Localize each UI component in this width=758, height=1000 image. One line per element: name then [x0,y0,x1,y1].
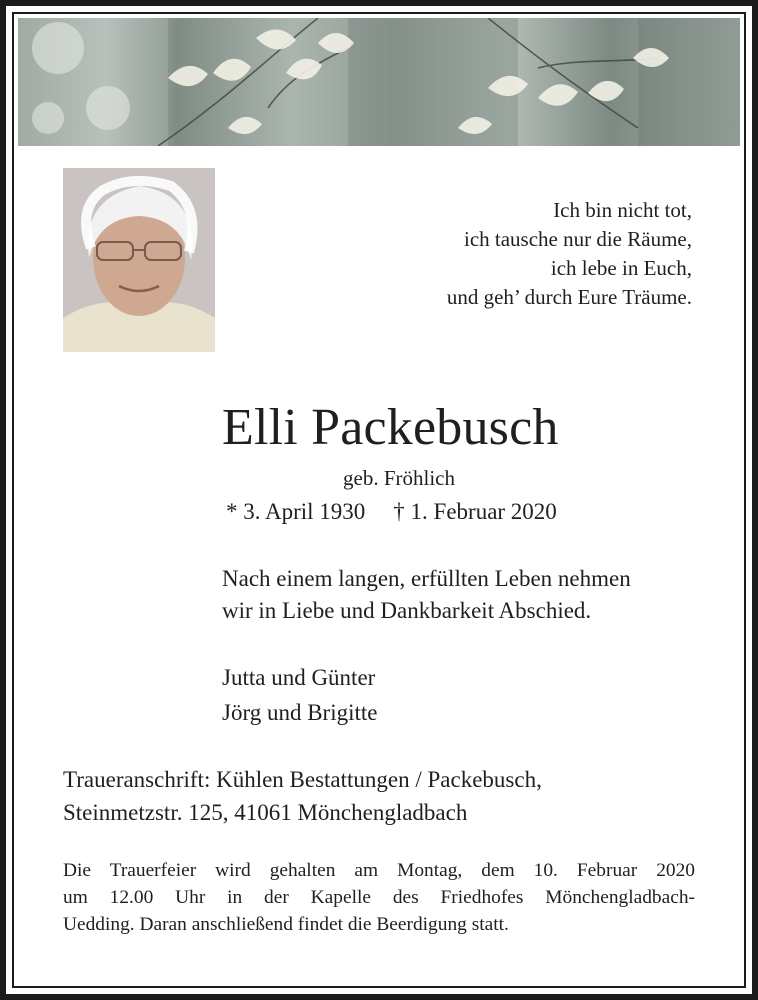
farewell-message [222,563,631,627]
poem-line: und geh’ durch Eure Träume. [446,285,692,309]
poem-quote [447,196,692,312]
family-line: Jutta und Günter [222,665,376,690]
family-names [222,660,377,730]
family-line: Jörg und Brigitte [222,700,378,725]
life-dates [226,498,557,526]
message-line: wir in Liebe und Dankbarkeit Abschied. [222,598,592,623]
death-date: † 1. Februar 2020 [393,499,557,524]
birth-name: geb. Fröhlich [343,466,455,490]
poem-line: Ich bin nicht tot, [553,198,692,222]
poem-line: ich lebe in Euch, [550,256,692,280]
address-line: Traueranschrift: Kühlen Bestattungen / Packebusch, [63,767,542,792]
service-line: Die Trauerfeier wird gehalten am Montag, dem 10. Februar 2020 [63,860,695,881]
funeral-service-info [63,857,695,938]
poem-line: ich tausche nur die Räume, [463,227,692,251]
message-line: Nach einem langen, erfüllten Leben nehmen [222,566,631,591]
mourning-address [63,763,542,829]
service-line: um 12.00 Uhr in der Kapelle des Friedhofes Mönchengladbach- [63,887,695,908]
address-line: Steinmetzstr. 125, 41061 Mönchengladbach [63,800,468,825]
header-ginkgo-image [18,18,740,146]
portrait-photo [63,168,215,352]
service-line: Uedding. Daran anschließend findet die Beerdigung statt. [63,914,509,935]
deceased-name: Elli Packebusch [222,399,559,456]
birth-date: * 3. April 1930 [226,499,366,524]
